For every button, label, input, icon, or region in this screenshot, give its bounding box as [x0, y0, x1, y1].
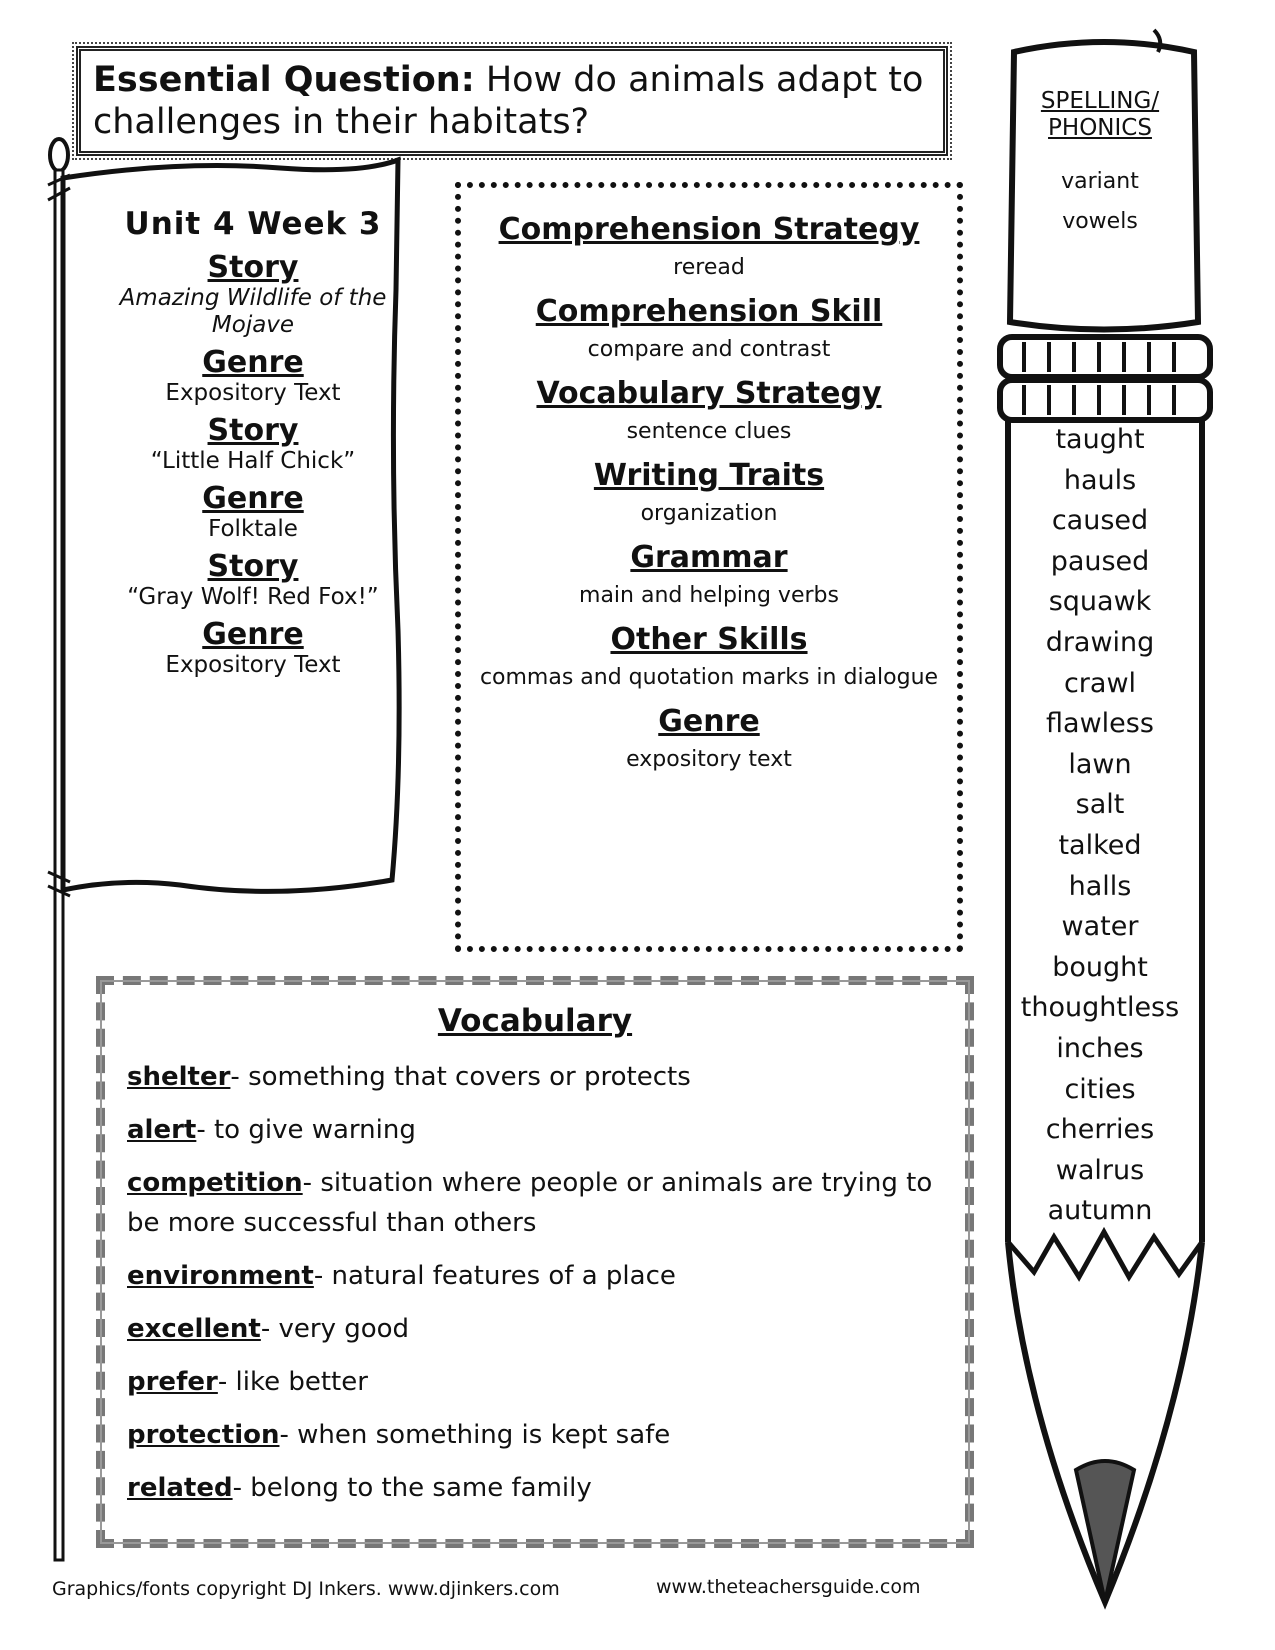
spelling-word: caused [1051, 505, 1149, 537]
vocab-item [127, 1362, 943, 1402]
skill-heading: Other Skills [610, 622, 808, 657]
skill-text: main and helping verbs [579, 583, 839, 608]
spelling-focus-line1: variant [1061, 169, 1139, 194]
vocab-term: prefer [127, 1367, 218, 1397]
story-heading-3: Story [207, 549, 299, 584]
vocab-item [127, 1309, 943, 1349]
genre-text-2: Folktale [208, 516, 298, 542]
spelling-word: flawless [1046, 708, 1154, 740]
story-heading-1: Story [207, 250, 299, 285]
flag-content [88, 196, 418, 685]
spelling-word: talked [1058, 829, 1142, 861]
story-title-3: “Gray Wolf! Red Fox!” [127, 584, 379, 610]
vocab-term: excellent [127, 1314, 261, 1344]
story-title-2: “Little Half Chick” [150, 448, 356, 474]
skill-text: sentence clues [626, 419, 792, 444]
skill-text: organization [640, 501, 778, 526]
footer-website: www.theteachersguide.com [656, 1576, 921, 1598]
genre-heading-2: Genre [202, 481, 304, 516]
spelling-word: salt [1075, 789, 1125, 821]
vocab-term: competition [127, 1168, 303, 1198]
spelling-word: hauls [1063, 464, 1137, 496]
skill-heading: Comprehension Strategy [498, 212, 920, 247]
spelling-word: autumn [1047, 1195, 1153, 1227]
vocab-definition: - when something is kept safe [279, 1420, 671, 1450]
skill-heading: Writing Traits [593, 458, 825, 493]
spelling-title-line2: PHONICS [1048, 115, 1152, 141]
genre-heading-1: Genre [202, 345, 304, 380]
spelling-word: paused [1050, 545, 1150, 577]
spelling-focus-line2: vowels [1062, 209, 1138, 234]
essential-question-label: Essential Question: [93, 60, 475, 100]
genre-heading-3: Genre [202, 617, 304, 652]
vocab-item [127, 1110, 943, 1150]
skill-text: expository text [626, 747, 792, 772]
skill-text: reread [673, 255, 745, 280]
vocab-term: environment [127, 1261, 314, 1291]
vocab-definition: - something that covers or protects [230, 1062, 691, 1092]
spelling-word: walrus [1055, 1154, 1145, 1186]
unit-week-title: Unit 4 Week 3 [124, 206, 382, 242]
spelling-word: squawk [1048, 586, 1152, 618]
spelling-word: water [1061, 911, 1139, 943]
vocab-definition: - very good [260, 1314, 410, 1344]
vocab-definition: - like better [217, 1367, 368, 1397]
vocab-term: protection [127, 1420, 280, 1450]
spelling-word: inches [1056, 1032, 1144, 1064]
spelling-title-line1: SPELLING/ [1040, 88, 1160, 114]
story-heading-2: Story [207, 413, 299, 448]
spelling-word: lawn [1068, 748, 1132, 780]
vocabulary-box [96, 976, 974, 1548]
vocab-item [127, 1256, 943, 1296]
vocab-term: alert [127, 1115, 197, 1145]
spelling-word: bought [1052, 951, 1148, 983]
spelling-word-list [1010, 420, 1190, 1232]
spelling-word: thoughtless [1020, 992, 1180, 1024]
skill-heading: Comprehension Skill [535, 294, 883, 329]
skills-box [455, 182, 963, 952]
vocab-term: shelter [127, 1062, 231, 1092]
skill-text: commas and quotation marks in dialogue [479, 665, 939, 690]
story-title-1: Amazing Wildlife of the Mojave [119, 285, 387, 338]
spelling-word: drawing [1045, 626, 1155, 658]
spelling-focus [1020, 162, 1180, 242]
spelling-word: taught [1055, 424, 1145, 455]
spelling-word: cherries [1045, 1114, 1155, 1146]
vocab-definition: - belong to the same family [232, 1473, 592, 1503]
vocab-item [127, 1163, 943, 1243]
skill-heading: Vocabulary Strategy [536, 376, 882, 411]
vocab-term: related [127, 1473, 233, 1503]
vocab-definition: - situation where people or animals are trying to be more successful than others [127, 1168, 933, 1238]
vocab-definition: - to give warning [196, 1115, 416, 1145]
footer-copyright: Graphics/fonts copyright DJ Inkers. www.djinkers.com [52, 1578, 560, 1600]
vocab-item [127, 1415, 943, 1455]
spelling-word: crawl [1063, 667, 1137, 699]
vocab-definition: - natural features of a place [313, 1261, 676, 1291]
essential-question-text: How do animals adapt to challenges in their habitats? [93, 60, 924, 142]
genre-text-3: Expository Text [165, 652, 341, 678]
vocabulary-title: Vocabulary [437, 1003, 633, 1039]
vocab-item [127, 1468, 943, 1508]
vocab-item [127, 1057, 943, 1097]
spelling-word: halls [1068, 870, 1132, 902]
spelling-phonics-title [1020, 88, 1180, 142]
skill-heading: Genre [658, 704, 760, 739]
spelling-word: cities [1064, 1073, 1136, 1105]
genre-text-1: Expository Text [165, 380, 341, 406]
skill-heading: Grammar [630, 540, 788, 575]
skill-text: compare and contrast [587, 337, 831, 362]
